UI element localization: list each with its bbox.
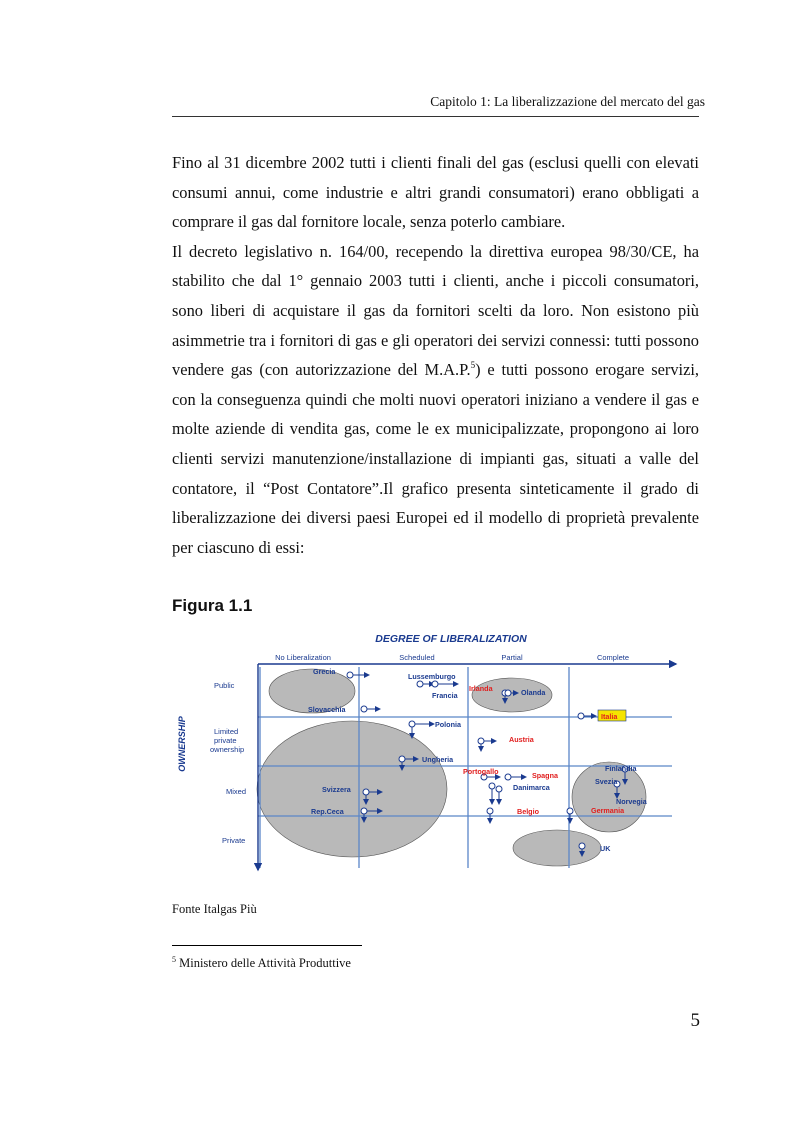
row-label-limited: Limited xyxy=(214,727,239,736)
row-label-private-ownership: Private xyxy=(222,836,246,845)
paragraph-2 xyxy=(172,237,699,563)
header-rule xyxy=(172,116,699,117)
row-label-public: Public xyxy=(214,681,235,690)
body-text xyxy=(172,148,699,562)
page-number: 5 xyxy=(690,1010,700,1031)
row-label-mixed: Mixed xyxy=(226,787,247,796)
column-header-complete: Complete xyxy=(596,653,630,662)
country-polonia: Polonia xyxy=(435,720,461,729)
blob-mixed xyxy=(257,721,447,857)
footnote-rule xyxy=(172,945,362,946)
country-germania: Germania xyxy=(591,806,625,815)
country-olanda: Olanda xyxy=(521,688,546,697)
footnote-ref[interactable]: 5 xyxy=(470,360,476,371)
country-italia: Italia xyxy=(601,712,618,721)
country-svizzera: Svizzera xyxy=(322,785,351,794)
country-grecia: Grecia xyxy=(313,667,336,676)
paragraph-2-part-a: Il decreto legislativo n. 164/00, recependo la direttiva europea 98/30/CE, ha stabilito che dal 1° gennaio 2003 tutti i clienti, anche i piccoli consumatori, sono liberi di acquistare il gas da fornitori scelti da loro. Non esistono più asimmetrie tra i fornitori di gas e gli operatori dei servizi connessi: tutti possono vendere gas (con autorizzazione del M.A.P. xyxy=(172,241,699,380)
country-danimarca: Danimarca xyxy=(513,783,550,792)
country-rep-ceca: Rep.Ceca xyxy=(311,807,344,816)
liberalization-diagram xyxy=(172,624,692,874)
figure-source: Fonte Italgas Più xyxy=(172,902,257,916)
country-ungheria: Ungheria xyxy=(422,755,454,764)
row-label-private: private xyxy=(214,736,237,745)
country-uk: UK xyxy=(600,844,611,853)
country-norvegia: Norvegia xyxy=(616,797,647,806)
paragraph-2-part-b: ) e tutti possono erogare servizi, con la conseguenza quindi che molti nuovi operatori iniziano a vendere il gas e molte aziende di vendita gas, come le ex municipalizzate, propongono ai loro clienti servizi manutenzione/installazione di impianti gas, situati a valle del contatore, il “Post Contatore”.Il grafico presenta sinteticamente il grado di liberalizzazione dei diversi paesi Europei ed il modello di proprietà prevalente per ciascuno di essi: xyxy=(172,360,699,557)
running-header: Capitolo 1: La liberalizzazione del mercato del gas xyxy=(430,94,705,109)
country-irlanda: Irlanda xyxy=(469,684,493,693)
figure-label: Figura 1.1 xyxy=(172,596,253,615)
country-finlandia: Finlandia xyxy=(605,764,637,773)
country-portogallo: Portogallo xyxy=(463,767,499,776)
country-slovacchia: Slovacchia xyxy=(308,705,346,714)
country-francia: Francia xyxy=(432,691,458,700)
country-spagna: Spagna xyxy=(532,771,558,780)
column-header-scheduled: Scheduled xyxy=(399,653,435,662)
blob-private xyxy=(513,830,601,866)
row-label-ownership: ownership xyxy=(210,745,245,754)
column-header-partial: Partial xyxy=(501,653,523,662)
country-lussemburgo: Lussemburgo xyxy=(408,672,456,681)
figure-title: DEGREE OF LIBERALIZATION xyxy=(375,633,527,645)
footnote-text: Ministero delle Attività Produttive xyxy=(179,956,351,970)
country-svezia: Svezia xyxy=(595,777,618,786)
paragraph-1: Fino al 31 dicembre 2002 tutti i clienti finali del gas (esclusi quelli con elevati consumi annui, come industrie e altri grandi consumatori) erano obbligati a comprare il gas dal fornitore locale, senza poterlo cambiare. xyxy=(172,153,699,232)
country-austria: Austria xyxy=(509,735,534,744)
liberalization-figure xyxy=(172,624,692,874)
country-belgio: Belgio xyxy=(517,807,539,816)
footnote xyxy=(172,956,351,971)
footnote-number: 5 xyxy=(172,955,176,964)
column-header-no-liberalization: No Liberalization xyxy=(275,653,331,662)
y-axis-title: OWNERSHIP xyxy=(177,716,187,772)
